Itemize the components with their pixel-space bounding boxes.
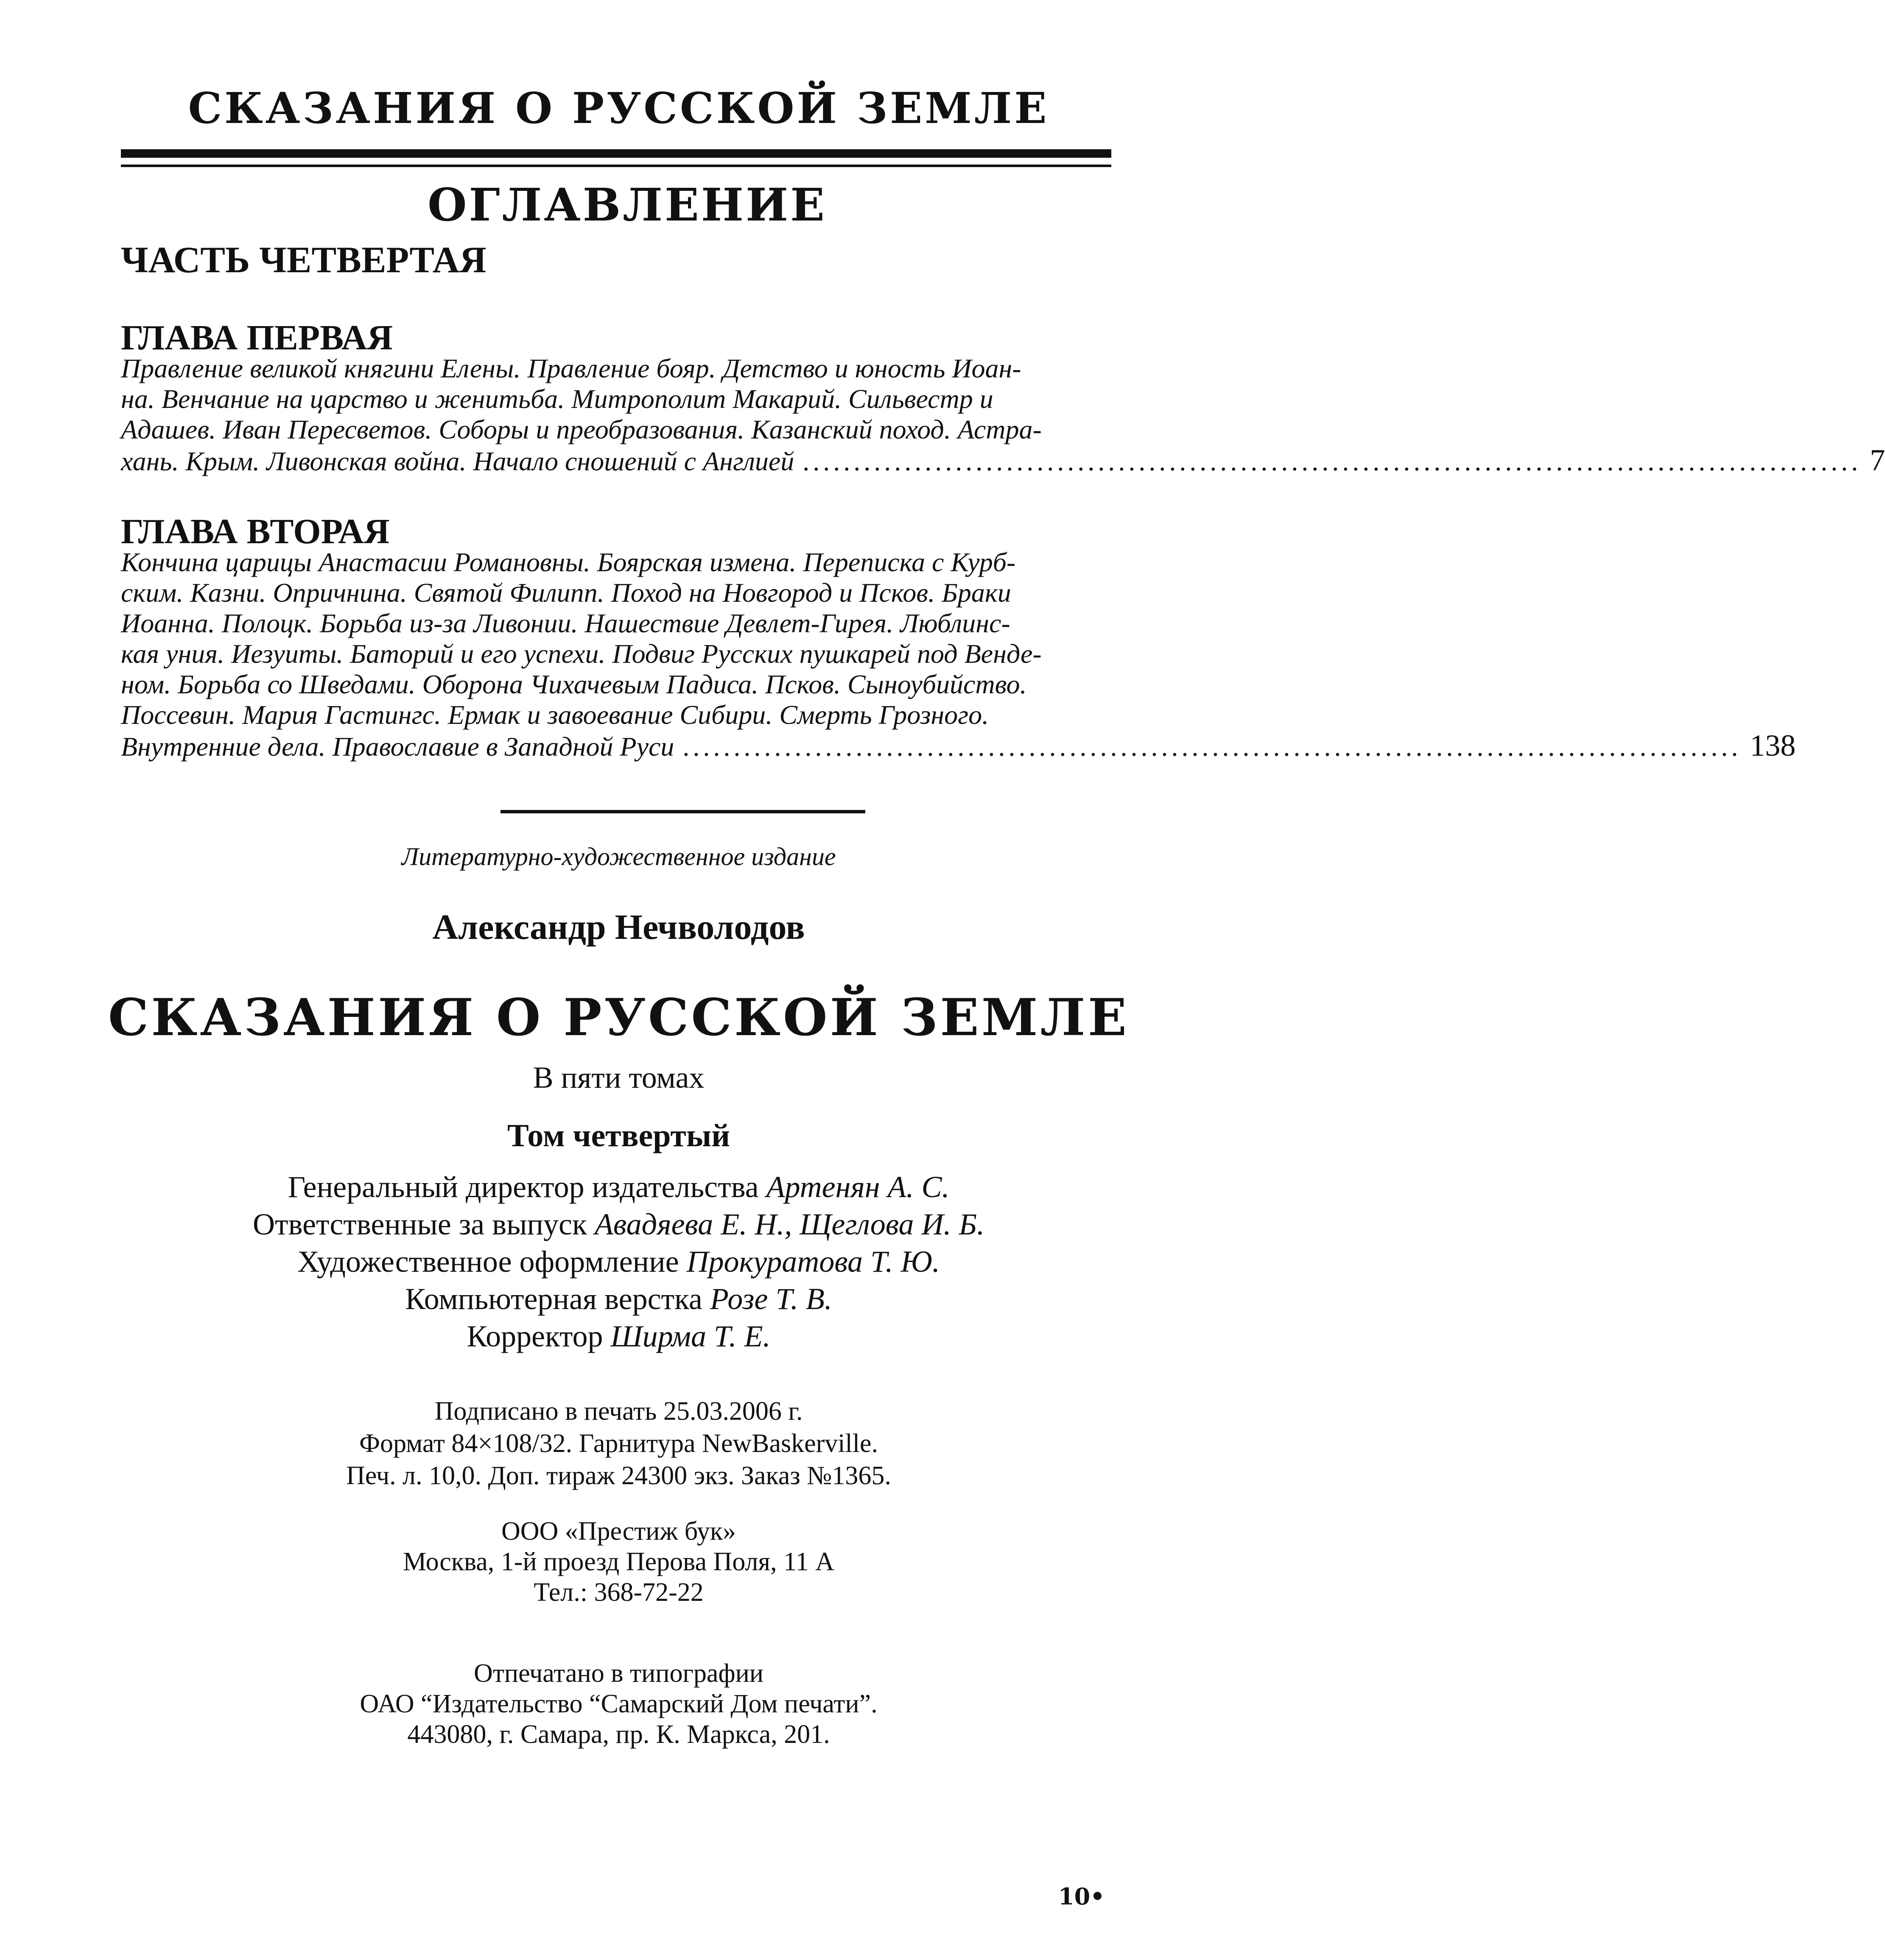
credit-role: Компьютерная верстка <box>405 1282 702 1316</box>
toc-leader-dots: ........................................................................................................ <box>803 446 1862 476</box>
chapter-1-line: Правление великой княгини Елены. Правление бояр. Детство и юность Иоан- <box>121 353 1021 383</box>
volume-number: Том четвертый <box>507 1118 730 1153</box>
printer-line: Отпечатано в типографии <box>474 1659 764 1688</box>
credit-name: Ширма Т. Е. <box>610 1319 771 1353</box>
header-rule-thick <box>121 149 1111 158</box>
edition-type: Литературно-художественное издание <box>401 843 836 871</box>
toc-leader-dots: ........................................................................................................ <box>682 732 1742 762</box>
chapter-2-page: 138 <box>1750 729 1796 762</box>
print-line: Печ. л. 10,0. Доп. тираж 24300 экз. Заказ №1365. <box>346 1461 891 1490</box>
publisher-details <box>0 1516 1237 1608</box>
credit-name: Авадяева Е. Н., Щеглова И. Б. <box>594 1207 984 1241</box>
credit-name: Розе Т. В. <box>710 1282 832 1316</box>
chapter-1-line: Адашев. Иван Пересветов. Соборы и преобразования. Казанский поход. Астра- <box>121 414 1042 444</box>
printer-line: 443080, г. Самара, пр. К. Маркса, 201. <box>407 1720 830 1749</box>
chapter-2-last-line <box>121 729 1796 762</box>
publisher-line: Москва, 1-й проезд Перова Поля, 11 А <box>403 1547 834 1576</box>
chapter-1-title: ГЛАВА ПЕРВАЯ <box>121 318 393 357</box>
credit-line <box>0 1243 1237 1280</box>
publisher-line: ООО «Престиж бук» <box>501 1517 736 1546</box>
header-rule-thin <box>121 165 1111 167</box>
credit-line <box>0 1280 1237 1318</box>
credits-block <box>0 1168 1237 1355</box>
credit-role: Художественное оформление <box>297 1245 679 1279</box>
chapter-1-page: 7 <box>1870 443 1885 477</box>
volumes-count: В пяти томах <box>533 1061 705 1094</box>
printer-details <box>0 1658 1237 1750</box>
chapter-1-line: хань. Крым. Ливонская война. Начало сношений с Англией <box>121 446 794 476</box>
book-title: СКАЗАНИЯ О РУССКОЙ ЗЕМЛЕ <box>108 988 1130 1047</box>
chapter-1-summary <box>121 353 1885 477</box>
credit-name: Артенян А. С. <box>766 1170 950 1204</box>
credit-line <box>0 1168 1237 1206</box>
chapter-1-last-line <box>121 443 1885 477</box>
credit-role: Генеральный директор издательства <box>288 1170 759 1204</box>
credit-name: Прокуратова Т. Ю. <box>686 1245 940 1279</box>
credit-line <box>0 1206 1237 1243</box>
print-line: Подписано в печать 25.03.2006 г. <box>434 1397 803 1426</box>
running-header: СКАЗАНИЯ О РУССКОЙ ЗЕМЛЕ <box>188 83 1049 133</box>
print-details <box>0 1395 1237 1492</box>
part-title: ЧАСТЬ ЧЕТВЕРТАЯ <box>121 240 487 281</box>
chapter-2-line: Кончина царицы Анастасии Романовны. Боярская измена. Переписка с Курб- <box>121 547 1016 577</box>
chapter-2-line: Внутренние дела. Православие в Западной Руси <box>121 732 674 762</box>
chapter-2-title: ГЛАВА ВТОРАЯ <box>121 512 390 551</box>
page-mark: 10• <box>1058 1883 1105 1910</box>
printer-line: ОАО “Издательство “Самарский Дом печати”. <box>360 1689 878 1718</box>
chapter-2-line: ским. Казни. Опричнина. Святой Филипп. Поход на Новгород и Псков. Браки <box>121 578 1011 608</box>
print-line: Формат 84×108/32. Гарнитура NewBaskerville. <box>359 1429 878 1458</box>
toc-title: ОГЛАВЛЕНИЕ <box>428 178 827 231</box>
chapter-2-line: кая уния. Иезуиты. Баторий и его успехи. Подвиг Русских пушкарей под Венде- <box>121 639 1042 669</box>
chapter-2-line: Иоанна. Полоцк. Борьба из-за Ливонии. Нашествие Девлет-Гирея. Люблинс- <box>121 608 1010 638</box>
credit-role: Корректор <box>467 1319 603 1353</box>
section-divider <box>501 810 865 813</box>
chapter-2-summary <box>121 547 1796 762</box>
author-name: Александр Нечволодов <box>432 907 805 947</box>
credit-line <box>0 1318 1237 1355</box>
credit-role: Ответственные за выпуск <box>253 1207 587 1241</box>
chapter-2-line: ном. Борьба со Шведами. Оборона Чихачевым Падиса. Псков. Сыноубийство. <box>121 669 1027 699</box>
chapter-1-line: на. Венчание на царство и женитьба. Митрополит Макарий. Сильвестр и <box>121 384 993 414</box>
publisher-line: Тел.: 368-72-22 <box>534 1578 704 1607</box>
chapter-2-line: Поссевин. Мария Гастингс. Ермак и завоевание Сибири. Смерть Грозного. <box>121 700 989 730</box>
